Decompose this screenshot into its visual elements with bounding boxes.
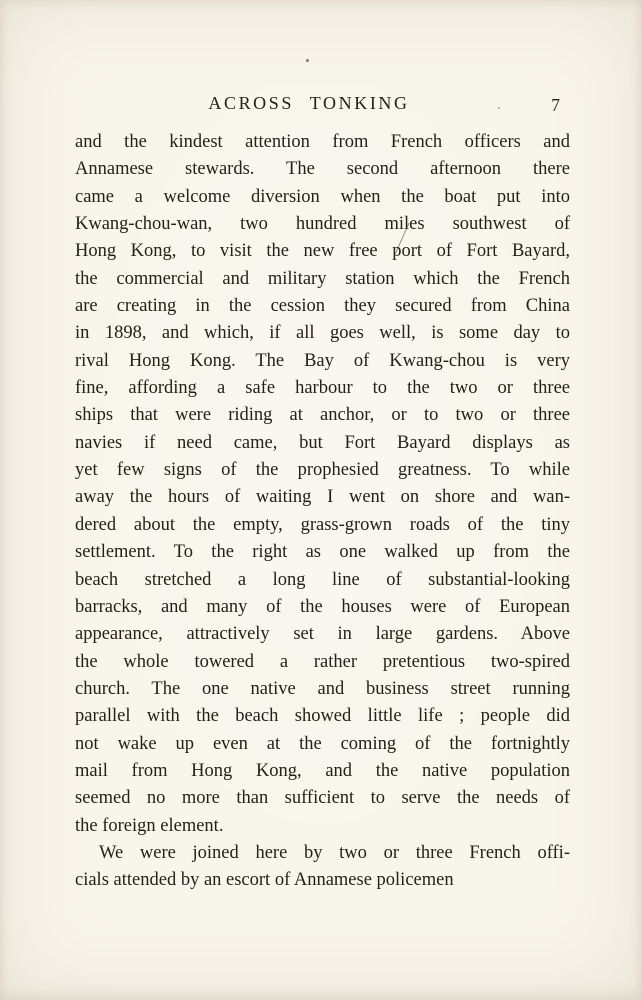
text-line: and the kindest attention from French officers and xyxy=(75,132,570,152)
text-line: Hong Kong, to visit the new free port of Fort Bayard, xyxy=(75,241,570,262)
text-line: seemed no more than sufficient to serve the needs of xyxy=(75,788,570,809)
scan-artifact-speck xyxy=(306,59,309,62)
text-line: appearance, attractively set in large gardens. Above xyxy=(75,624,570,645)
page-number: 7 xyxy=(551,95,560,115)
text-line: Kwang-chou-wan, two hundred miles southwest of xyxy=(75,214,570,235)
text-line: cials attended by an escort of Annamese policemen xyxy=(75,870,454,891)
scan-artifact-speck xyxy=(498,107,500,109)
text-line: yet few signs of the prophesied greatness. To while xyxy=(75,460,570,481)
text-line: the foreign element. xyxy=(75,815,224,836)
text-line: not wake up even at the coming of the fortnightly xyxy=(75,733,570,754)
text-line: dered about the empty, grass-grown roads of the tiny xyxy=(75,514,570,535)
running-title: ACROSS TONKING xyxy=(208,93,410,113)
page-header xyxy=(0,0,642,114)
paragraph xyxy=(75,840,570,895)
text-line: rival Hong Kong. The Bay of Kwang-chou is very xyxy=(75,350,570,371)
text-line: church. The one native and business street running xyxy=(75,678,570,699)
text-line: the commercial and military station which the French xyxy=(75,268,570,289)
text-line: the whole towered a rather pretentious two-spired xyxy=(75,651,570,672)
text-line: ships that were riding at anchor, or to two or three xyxy=(75,405,570,426)
text-line: barracks, and many of the houses were of European xyxy=(75,596,570,617)
text-line: beach stretched a long line of substantial-looking xyxy=(75,569,570,590)
text-line: mail from Hong Kong, and the native population xyxy=(75,760,570,781)
text-line: navies if need came, but Fort Bayard displays as xyxy=(75,432,570,453)
text-line: away the hours of waiting I went on shore and wan- xyxy=(75,487,570,508)
text-line: fine, affording a safe harbour to the two or three xyxy=(75,378,570,399)
paragraph xyxy=(75,129,570,840)
text-line: settlement. To the right as one walked up from the xyxy=(75,542,570,563)
text-line: are creating in the cession they secured from China xyxy=(75,296,570,317)
text-line: We were joined here by two or three French offi- xyxy=(99,842,570,863)
text-line: Annamese stewards. The second afternoon there xyxy=(75,159,570,180)
text-line: parallel with the beach showed little life ; people did xyxy=(75,706,570,727)
text-line: in 1898, and which, if all goes well, is some day to xyxy=(75,323,570,344)
text-line: came a welcome diversion when the boat put into xyxy=(75,186,570,207)
body-text xyxy=(75,129,570,895)
